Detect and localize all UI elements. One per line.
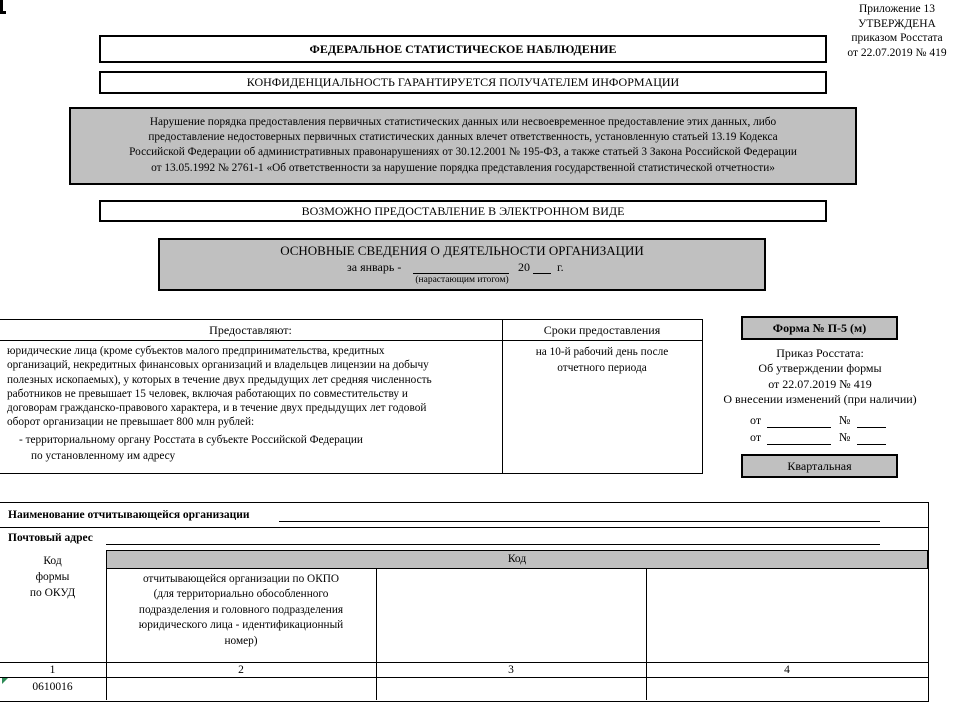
deadline-line: на 10-й рабочий день после xyxy=(535,346,669,358)
submitters-divider xyxy=(502,320,503,473)
submitters-header-line xyxy=(0,340,702,341)
submitters-header: Предоставляют: xyxy=(209,323,292,337)
confidentiality-box xyxy=(99,71,827,94)
col-divider-3 xyxy=(646,569,647,700)
col-number-4: 4 xyxy=(784,664,790,676)
submitters-line: работников не превышает 15 человек, включая работающих по совместительству и xyxy=(7,387,408,400)
appendix-number: Приложение 13 xyxy=(858,3,936,15)
change-date-field xyxy=(767,427,831,428)
deadline-text xyxy=(502,344,702,376)
changes-label: О внесении изменений (при наличии) xyxy=(723,391,917,406)
electronic-submission-text: ВОЗМОЖНО ПРЕДОСТАВЛЕНИЕ В ЭЛЕКТРОННОМ ВИДЕ xyxy=(301,204,625,218)
change-num-label: № xyxy=(839,413,851,427)
form-order-block xyxy=(711,346,929,407)
main-info-title: ОСНОВНЫЕ СВЕДЕНИЯ О ДЕЯТЕЛЬНОСТИ ОРГАНИЗАЦИИ xyxy=(280,243,644,258)
warning-line: от 13.05.1992 № 2761-1 «Об ответственности за нарушение порядка представления государственной статистической отчетности» xyxy=(151,161,775,174)
federal-observation-title: ФЕДЕРАЛЬНОЕ СТАТИСТИЧЕСКОЕ НАБЛЮДЕНИЕ xyxy=(309,42,617,56)
submitters-table xyxy=(0,319,703,474)
order-date: от 22.07.2019 № 419 xyxy=(768,376,872,391)
code-header: Код xyxy=(507,553,527,565)
deadline-line: отчетного периода xyxy=(557,362,647,374)
electronic-submission-box xyxy=(99,200,827,222)
cumulative-note: (нарастающим итогом) xyxy=(415,275,509,285)
warning-line: Российской Федерации об административных правонарушениях от 30.12.2001 № 195-ФЗ, а также статьей 3 Закона Российской Федерации xyxy=(129,146,797,159)
main-info-box xyxy=(158,238,766,291)
submitters-line: организаций, некредитных финансовых организаций и владельцев лицензии на добычу xyxy=(7,359,429,372)
change-row-1 xyxy=(750,413,900,429)
okpo-header-line: (для территориально обособленного xyxy=(153,588,329,601)
col-numbers-bottom-line xyxy=(0,677,928,678)
okud-header-line: формы xyxy=(35,571,70,583)
form-name-box xyxy=(741,316,898,340)
postal-address-field xyxy=(106,544,880,545)
change-date-field xyxy=(767,444,831,445)
submitters-line: юридические лица (кроме субъектов малого предпринимательства, кредитных xyxy=(7,345,385,357)
code-header-band xyxy=(106,550,928,569)
col-divider-2 xyxy=(376,569,377,700)
change-from-label: от xyxy=(750,430,762,444)
okud-header xyxy=(0,553,106,601)
period-year-prefix: 20 xyxy=(518,260,530,274)
year-underline xyxy=(533,273,551,274)
change-num-label: № xyxy=(839,430,851,444)
warning-line: предоставление недостоверных первичных статистических данных влечет ответственность, установленную статьей 13.19 Кодекса xyxy=(148,131,778,144)
order-title: Приказ Росстата: xyxy=(776,346,864,360)
change-row-2 xyxy=(750,430,900,446)
okpo-header xyxy=(106,572,376,649)
submitters-recipient: - территориальному органу Росстата в субъекте Российской Федерации xyxy=(19,433,363,446)
deadline-header: Сроки предоставления xyxy=(543,323,661,337)
form-name: Форма № П-5 (м) xyxy=(772,321,867,335)
okpo-header-line: отчитывающейся организации по ОКПО xyxy=(142,573,340,585)
okud-header-line: по ОКУД xyxy=(29,587,76,599)
org-name-label: Наименование отчитывающейся организации xyxy=(8,509,250,521)
change-number-field xyxy=(857,444,886,445)
change-from-label: от xyxy=(750,413,762,427)
submitters-address: по установленному им адресу xyxy=(31,450,176,463)
month-underline xyxy=(413,273,509,274)
periodicity-box xyxy=(741,454,898,478)
col-number-1: 1 xyxy=(49,664,56,676)
col-number-2: 2 xyxy=(238,664,244,676)
okud-value: 0610016 xyxy=(32,681,73,693)
period-suffix: г. xyxy=(557,260,564,274)
liability-warning-box xyxy=(69,107,857,185)
organization-table xyxy=(0,502,929,702)
cell-corner-marker xyxy=(2,678,8,684)
submitters-line: полезных ископаемых), у которых в течение двух предыдущих лет средняя численность xyxy=(7,373,432,386)
corner-mark xyxy=(0,0,6,14)
okpo-header-line: номер) xyxy=(224,634,258,647)
submitters-line: договорам гражданско-правового характера, и в течение двух предыдущих лет годовой xyxy=(7,402,427,415)
approved-by: приказом Росстата xyxy=(851,32,943,44)
okud-header-line: Код xyxy=(43,555,62,567)
appendix-block xyxy=(838,2,956,60)
change-number-field xyxy=(857,427,886,428)
okpo-header-line: юридического лица - идентификационный xyxy=(138,619,344,632)
col-number-3: 3 xyxy=(508,664,514,676)
submitters-text xyxy=(7,344,502,463)
order-subject: Об утверждении формы xyxy=(758,361,882,376)
approved-label: УТВЕРЖДЕНА xyxy=(858,17,936,30)
warning-line: Нарушение порядка предоставления первичных статистических данных или несвоевременное предоставление этих данных, либо xyxy=(149,116,777,128)
org-name-field xyxy=(279,521,880,522)
approved-date: от 22.07.2019 № 419 xyxy=(847,46,947,59)
okpo-header-line: подразделения и головного подразделения xyxy=(138,603,344,616)
federal-observation-box xyxy=(99,35,827,63)
period-prefix: за январь - xyxy=(347,260,402,274)
periodicity: Квартальная xyxy=(787,459,852,473)
submitters-line: оборот организации не превышает 800 млн рублей: xyxy=(7,416,255,429)
postal-address-label: Почтовый адрес xyxy=(8,532,93,544)
org-row-divider xyxy=(0,527,928,528)
confidentiality-text: КОНФИДЕНЦИАЛЬНОСТЬ ГАРАНТИРУЕТСЯ ПОЛУЧАТЕЛЕМ ИНФОРМАЦИИ xyxy=(246,75,680,89)
